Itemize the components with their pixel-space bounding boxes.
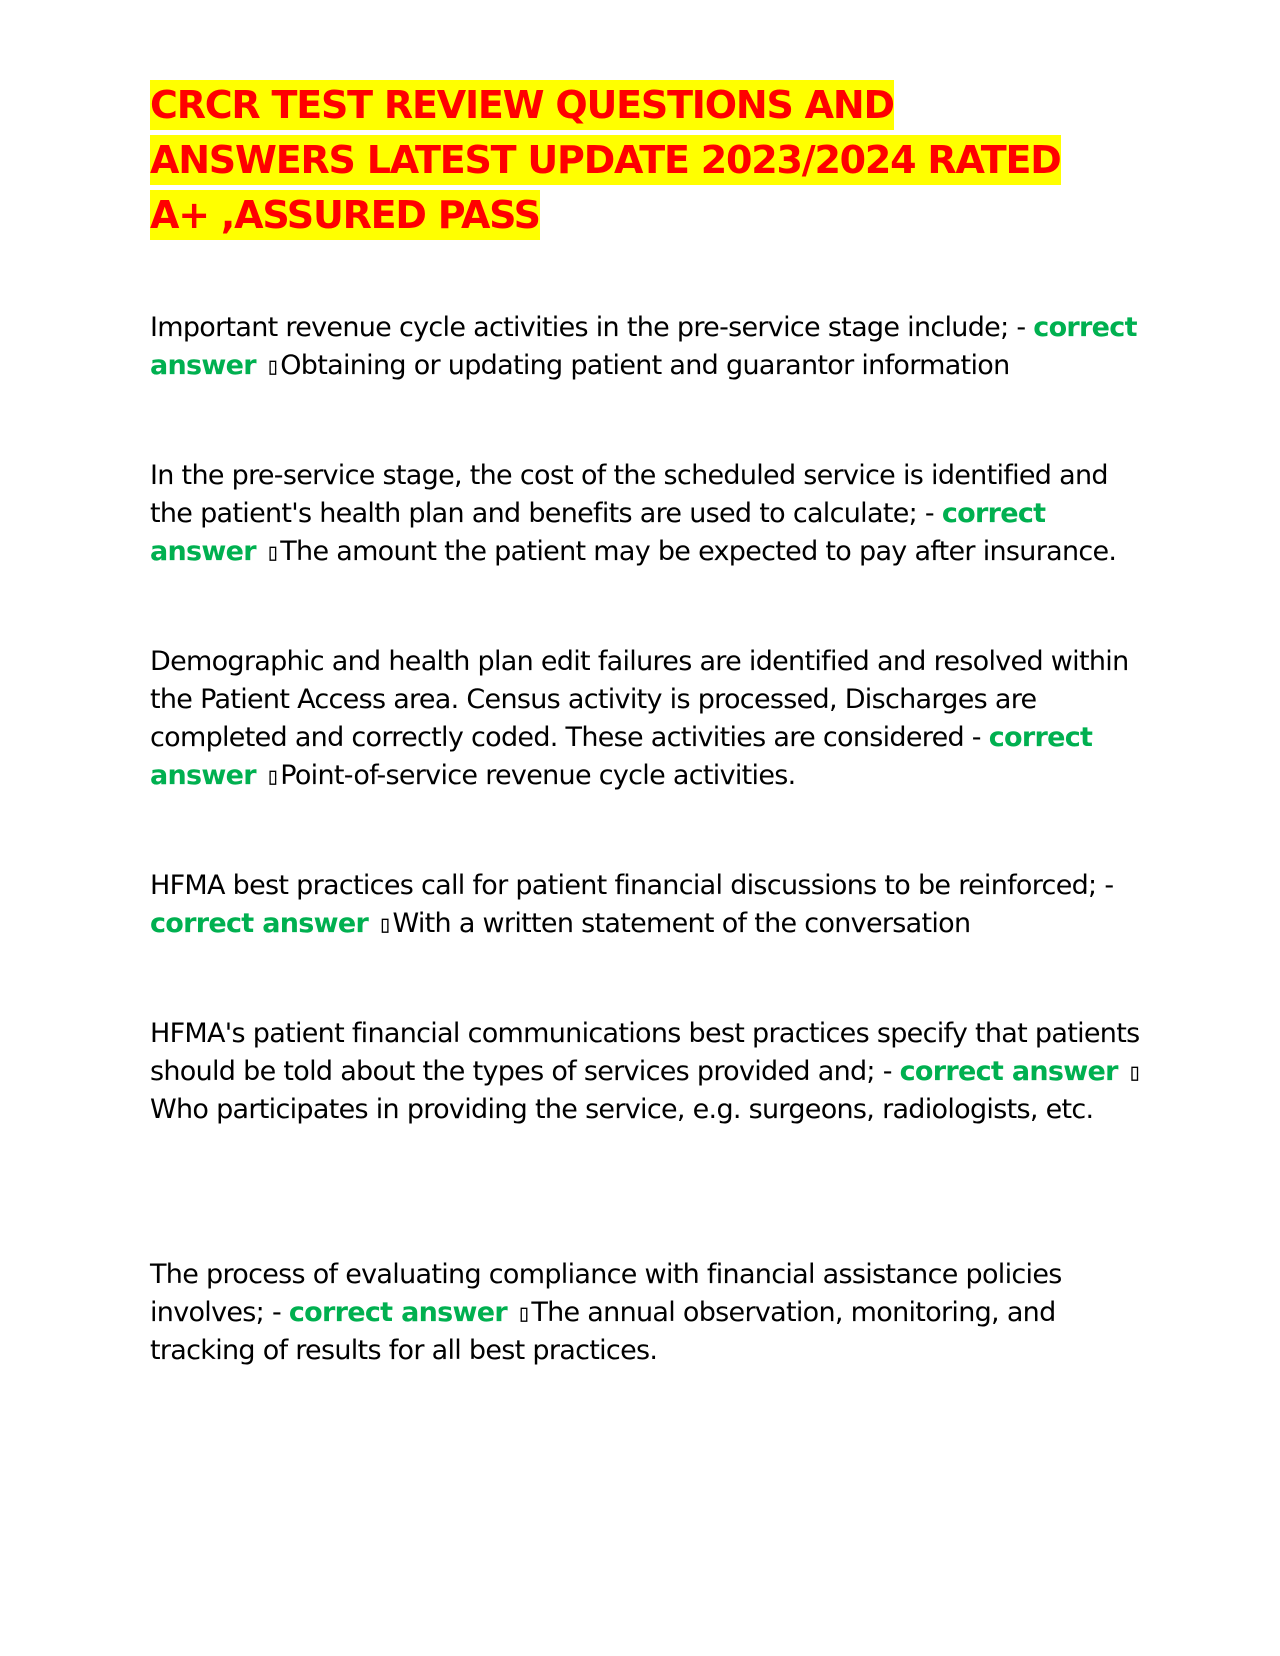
qa-item [150, 643, 1150, 795]
correct-answer-label: correct answer [150, 722, 1093, 791]
qa-item [150, 867, 1150, 943]
answer-marker-icon: ▯ [377, 910, 393, 938]
answer-marker-icon: ▯ [265, 538, 281, 566]
answer-marker-icon: ▯ [265, 762, 281, 790]
title-highlight: CRCR TEST REVIEW QUESTIONS AND ANSWERS LATEST UPDATE 2023/2024 RATED A+ ,ASSURED PASS [150, 80, 1061, 240]
qa-item [150, 1256, 1150, 1370]
answer-text: The annual observation, monitoring, and tracking of results for all best practices. [150, 1297, 1056, 1366]
correct-answer-label: correct answer [150, 498, 1046, 567]
answer-text: With a written statement of the conversation [392, 908, 971, 939]
correct-answer-label: correct answer [899, 1056, 1118, 1087]
question-text: HFMA best practices call for patient financial discussions to be reinforced; - [150, 870, 1114, 901]
qa-item [150, 1015, 1150, 1129]
answer-marker-icon: ▯ [516, 1299, 532, 1327]
question-text: In the pre-service stage, the cost of the scheduled service is identified and the patient's health plan and benefits are used to calculate; - [150, 460, 1108, 529]
question-text: The process of evaluating compliance with financial assistance policies involves; - [150, 1259, 1062, 1328]
correct-answer-label: correct answer [288, 1297, 507, 1328]
answer-text: Point-of-service revenue cycle activities. [280, 760, 796, 791]
document-title [150, 78, 1110, 243]
answer-text: The amount the patient may be expected to pay after insurance. [280, 536, 1117, 567]
question-text: Important revenue cycle activities in the pre-service stage include; - [150, 312, 1034, 343]
answer-text: Who participates in providing the service, e.g. surgeons, radiologists, etc. [150, 1094, 1094, 1125]
qa-item [150, 309, 1150, 385]
question-text: HFMA's patient financial communications best practices specify that patients should be told about the types of services provided and; - [150, 1018, 1140, 1087]
correct-answer-label: correct answer [150, 908, 369, 939]
qa-item [150, 457, 1150, 571]
correct-answer-label: correct answer [150, 312, 1137, 381]
answer-marker-icon: ▯ [1127, 1058, 1143, 1086]
answer-text: Obtaining or updating patient and guarantor information [280, 350, 1010, 381]
question-text: Demographic and health plan edit failures are identified and resolved within the Patient Access area. Census activity is processed, Discharges are completed and correctly coded. These activities are considered - [150, 646, 1129, 753]
answer-marker-icon: ▯ [265, 352, 281, 380]
